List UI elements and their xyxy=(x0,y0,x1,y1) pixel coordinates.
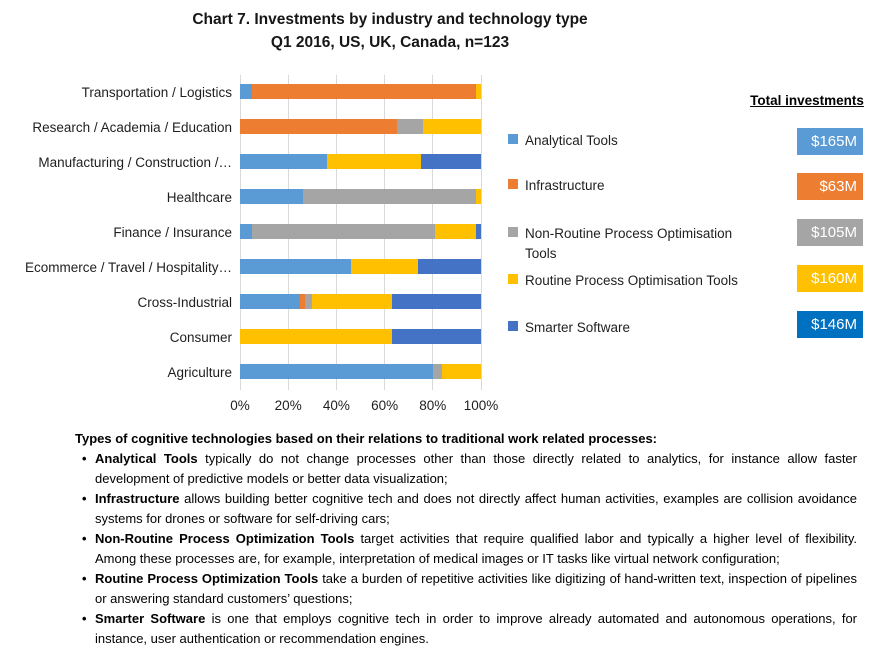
category-label: Research / Academia / Education xyxy=(32,120,232,135)
bar-row xyxy=(240,364,481,379)
total-investment-badge: $105M xyxy=(797,219,863,246)
bar-segment xyxy=(240,154,327,169)
bar-row xyxy=(240,119,481,134)
bar-row xyxy=(240,154,481,169)
category-label: Manufacturing / Construction /… xyxy=(38,155,232,170)
bar-row xyxy=(240,224,481,239)
totals-header: Total investments xyxy=(750,93,864,108)
chart-title-block xyxy=(100,8,680,54)
legend-item xyxy=(508,271,738,291)
legend-item xyxy=(508,318,630,338)
bar-segment xyxy=(252,224,435,239)
note-bullet-lead: Routine Process Optimization Tools xyxy=(95,571,319,586)
legend-color-swatch-icon xyxy=(508,227,518,237)
bar-segment xyxy=(303,189,477,204)
x-axis-tick-label: 40% xyxy=(322,398,350,413)
bar-segment xyxy=(476,189,481,204)
legend-item xyxy=(508,224,753,264)
note-bullet: • Smarter Software is one that employs cognitive tech in order to improve already automated and autonomous operations, for instance, user authentication or recommendation engines. xyxy=(95,609,857,649)
chart-title: Chart 7. Investments by industry and technology type xyxy=(192,11,588,28)
category-label: Agriculture xyxy=(167,365,232,380)
legend-label: Routine Process Optimisation Tools xyxy=(525,273,738,288)
x-axis xyxy=(230,398,499,416)
bar-segment xyxy=(476,224,481,239)
bar-segment xyxy=(423,119,481,134)
bar-segment xyxy=(397,119,424,134)
legend-color-swatch-icon xyxy=(508,321,518,331)
legend-label: Non-Routine Process Optimisation Tools xyxy=(525,226,733,261)
bar-segment xyxy=(327,154,421,169)
bar-segment xyxy=(240,294,300,309)
legend-color-swatch-icon xyxy=(508,179,518,189)
x-axis-tick-label: 20% xyxy=(274,398,302,413)
legend-color-swatch-icon xyxy=(508,134,518,144)
bar-segment xyxy=(252,84,476,99)
bar-segment xyxy=(240,364,433,379)
note-bullet: • Non-Routine Process Optimization Tools target activities that require qualified labor and typically a higher level of flexibility. Among these processes are, for example, interpretation of medical images or IT tasks like virtual network configuration; xyxy=(95,529,857,569)
category-axis xyxy=(0,75,232,390)
total-investment-badge: $146M xyxy=(797,311,863,338)
bar-segment xyxy=(305,294,312,309)
note-bullet-lead: Infrastructure xyxy=(95,491,180,506)
note-bullet-lead: Smarter Software xyxy=(95,611,206,626)
note-bullet-lead: Analytical Tools xyxy=(95,451,198,466)
notes-heading: Types of cognitive technologies based on their relations to traditional work related processes: xyxy=(75,431,657,446)
x-axis-tick-label: 80% xyxy=(419,398,447,413)
notes-bullet-list xyxy=(75,449,857,649)
note-bullet: • Routine Process Optimization Tools take a burden of repetitive activities like digitizing of hand-written text, inspection of pipelines or answering standard customers’ questions; xyxy=(95,569,857,609)
category-label: Healthcare xyxy=(166,190,232,205)
notes-block xyxy=(75,429,857,649)
bar-segment xyxy=(421,154,481,169)
bar-row xyxy=(240,189,481,204)
x-axis-tick-label: 100% xyxy=(463,398,499,413)
bar-segment xyxy=(442,364,481,379)
bar-row xyxy=(240,329,481,344)
bar-row xyxy=(240,294,481,309)
bar-segment xyxy=(476,84,481,99)
note-bullet: • Analytical Tools typically do not change processes other than those directly related to analytics, for instance allow faster development of predictive models or better data visualization; xyxy=(95,449,857,489)
category-label: Transportation / Logistics xyxy=(81,85,232,100)
bar-segment xyxy=(240,329,392,344)
totals-column xyxy=(797,75,863,355)
bar-segment xyxy=(240,119,397,134)
bar-segment xyxy=(240,189,303,204)
bar-segment xyxy=(433,364,443,379)
note-bullet: • Infrastructure allows building better cognitive tech and does not directly affect human activities, examples are collision avoidance systems for drones or software for self-driving cars; xyxy=(95,489,857,529)
bar-segment xyxy=(240,224,252,239)
category-label: Finance / Insurance xyxy=(113,225,232,240)
bar-segment xyxy=(392,329,481,344)
x-axis-tick-label: 60% xyxy=(371,398,399,413)
total-investment-badge: $63M xyxy=(797,173,863,200)
x-axis-tick-label: 0% xyxy=(230,398,250,413)
legend-label: Analytical Tools xyxy=(525,133,618,148)
total-investment-badge: $165M xyxy=(797,128,863,155)
bar-segment xyxy=(418,259,481,274)
plot-area xyxy=(240,75,481,390)
bar-segment xyxy=(392,294,481,309)
legend-label: Smarter Software xyxy=(525,320,631,335)
category-label: Ecommerce / Travel / Hospitality… xyxy=(24,260,232,275)
legend-color-swatch-icon xyxy=(508,274,518,284)
note-bullet-lead: Non-Routine Process Optimization Tools xyxy=(95,531,355,546)
bar-row xyxy=(240,259,481,274)
total-investment-badge: $160M xyxy=(797,265,863,292)
legend-item xyxy=(508,131,618,151)
chart-subtitle: Q1 2016, US, UK, Canada, n=123 xyxy=(270,34,510,51)
category-label: Consumer xyxy=(169,330,232,345)
bar-segment xyxy=(240,84,252,99)
bar-row xyxy=(240,84,481,99)
legend-item xyxy=(508,176,605,196)
bar-segment xyxy=(312,294,392,309)
legend xyxy=(508,75,770,375)
bar-segment xyxy=(351,259,418,274)
category-label: Cross-Industrial xyxy=(137,295,232,310)
bar-segment xyxy=(240,259,351,274)
bar-segment xyxy=(435,224,476,239)
legend-label: Infrastructure xyxy=(525,178,605,193)
